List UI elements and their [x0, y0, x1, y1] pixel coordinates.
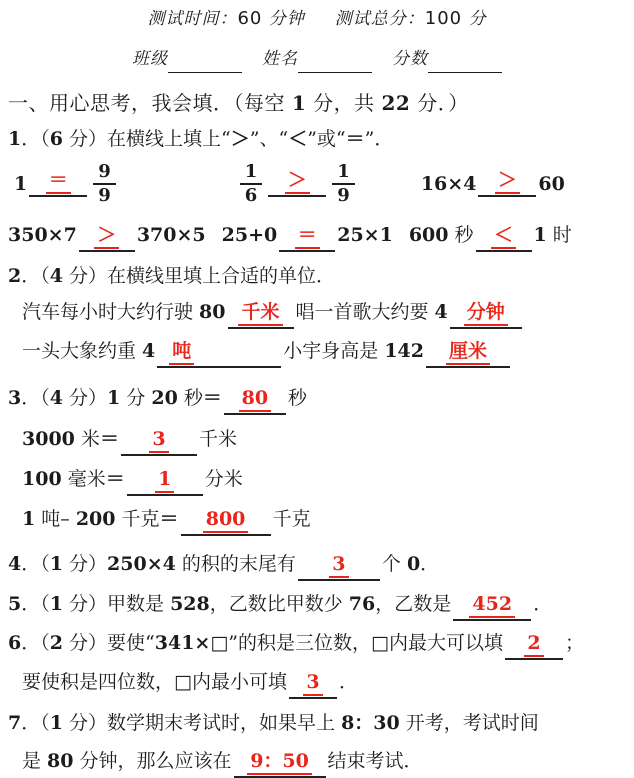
- question-text: 分: [462, 9, 487, 29]
- fraction-numerator: 1: [332, 161, 355, 185]
- answer-text: 2: [524, 631, 543, 657]
- question-text: ”、“: [249, 128, 289, 150]
- number-text: 3: [8, 387, 22, 409]
- answer-blank: [279, 221, 335, 252]
- line-q2-row1: [8, 298, 626, 329]
- number-text: ＝: [202, 387, 222, 409]
- answer-text: 吨: [169, 339, 194, 365]
- number-text: 1: [49, 712, 63, 734]
- question-text: 分钟，那么应该在: [73, 750, 232, 772]
- line-q7: [8, 709, 626, 737]
- question-text: 千克: [272, 508, 311, 530]
- line-q6-row1: [8, 668, 626, 699]
- question-text: 秒: [287, 387, 307, 409]
- number-text: 4: [8, 553, 22, 575]
- question-text: ．（: [21, 632, 50, 654]
- number-text: ＝: [105, 468, 125, 490]
- line-q3: [8, 384, 626, 415]
- answer-blank: [127, 465, 203, 496]
- number-text: 6: [49, 128, 63, 150]
- question-text: ”．: [364, 128, 394, 150]
- question-text: ．（: [21, 387, 50, 409]
- question-text: 结束考试．: [327, 750, 423, 772]
- question-text: ”或“: [307, 128, 346, 150]
- answer-blank: [181, 505, 271, 536]
- question-text: 分）要使“: [62, 632, 155, 654]
- number-text: ＝: [159, 508, 179, 530]
- fraction: [240, 161, 263, 206]
- question-text: 秒: [177, 387, 203, 409]
- answer-text: 厘米: [446, 339, 490, 365]
- answer-text: 80: [239, 386, 271, 412]
- line-q3-row2: [8, 465, 626, 496]
- question-text: ．: [533, 593, 553, 615]
- answer-blank: [121, 425, 197, 456]
- number-text: ＝: [345, 128, 365, 150]
- question-text: 开考，考试时间: [399, 712, 539, 734]
- answer-blank: [289, 668, 337, 699]
- question-text: 千克: [115, 508, 160, 530]
- number-text: 1: [107, 387, 121, 409]
- fraction-numerator: 9: [93, 161, 116, 185]
- line-q3-row3: [8, 505, 626, 536]
- number-text: 1: [291, 91, 307, 115]
- question-text: 姓名: [262, 49, 298, 69]
- fraction: [332, 161, 355, 206]
- question-text: 分．）: [410, 91, 469, 115]
- number-text: 25×1: [337, 224, 393, 246]
- question-text: 毫米: [61, 468, 106, 490]
- line-header-time: [8, 5, 626, 33]
- number-text: 5: [8, 593, 22, 615]
- number-text: 1: [533, 224, 547, 246]
- answer-blank: [224, 384, 286, 415]
- number-text: 4: [49, 265, 63, 287]
- question-text: 米: [74, 428, 100, 450]
- number-text: 350×7: [8, 224, 77, 246]
- question-text: ；: [564, 632, 584, 654]
- answer-text: ＞: [495, 168, 520, 194]
- line-q4: [8, 550, 626, 581]
- answer-text: 9：50: [247, 749, 312, 775]
- question-text: 分）甲数是: [62, 593, 171, 615]
- question-text: 小宇身高是: [283, 340, 385, 362]
- number-text: 20: [151, 387, 178, 409]
- question-text: 分: [120, 387, 152, 409]
- answer-blank: [426, 337, 510, 368]
- answer-text: ＞: [285, 168, 310, 194]
- question-text: 班级: [132, 49, 168, 69]
- answer-text: 3: [149, 427, 168, 453]
- answer-blank: [453, 590, 531, 621]
- number-text: 1: [14, 173, 28, 195]
- question-text: ，乙数是: [375, 593, 452, 615]
- number-text: 200: [75, 508, 116, 530]
- number-text: 1: [49, 553, 63, 575]
- question-text: 分）: [62, 387, 108, 409]
- line-q2: [8, 262, 626, 290]
- question-text: 的积的末尾有: [175, 553, 296, 575]
- number-text: 60: [237, 8, 263, 29]
- fraction-numerator: 1: [240, 161, 263, 185]
- number-text: 600: [408, 224, 449, 246]
- answer-blank: [505, 629, 563, 660]
- line-section-title: [8, 89, 626, 117]
- answer-text: 千米: [238, 300, 282, 326]
- answer-text: ＜: [491, 223, 516, 249]
- question-text: ．（: [21, 593, 50, 615]
- number-text: 60: [538, 173, 565, 195]
- number-text: 3000: [22, 428, 75, 450]
- number-text: 80: [47, 750, 74, 772]
- number-text: 22: [381, 91, 411, 115]
- number-text: 4: [49, 387, 63, 409]
- question-text: 分）在横线里填上合适的单位．: [62, 265, 336, 287]
- number-text: 1: [8, 128, 22, 150]
- question-text: 汽车每小时大约行驶: [22, 301, 200, 323]
- fraction-denominator: 9: [337, 185, 350, 206]
- question-text: ．: [420, 553, 440, 575]
- blank-underline: [168, 54, 242, 73]
- answer-text: 分钟: [464, 300, 508, 326]
- number-text: 80: [199, 301, 226, 323]
- answer-text: 3: [329, 552, 348, 578]
- number-text: 100: [22, 468, 62, 490]
- line-q5: [8, 590, 626, 621]
- answer-text: ＞: [94, 223, 119, 249]
- line-q3-row1: [8, 425, 626, 456]
- number-text: 100: [424, 8, 463, 29]
- answer-text: 452: [469, 592, 515, 618]
- number-text: 2: [49, 632, 63, 654]
- question-text: ．（: [21, 128, 50, 150]
- answer-blank: [476, 221, 532, 252]
- question-text: 分钟: [262, 9, 305, 29]
- fraction-denominator: 6: [244, 185, 258, 206]
- number-text: 8：30: [341, 712, 400, 734]
- answer-blank: [298, 550, 380, 581]
- fraction: [93, 161, 116, 206]
- line-q7-row1: [8, 747, 626, 778]
- number-text: ＜: [288, 128, 308, 150]
- question-text: 分米: [204, 468, 243, 490]
- question-text: 分数: [392, 49, 428, 69]
- question-text: 秒: [448, 224, 474, 246]
- answer-text: ＝: [46, 168, 71, 194]
- number-text: 142: [384, 340, 424, 362]
- question-text: 要使积是四位数，□内最小可填: [22, 671, 287, 693]
- line-q1-row1: [8, 155, 626, 213]
- number-text: ＝: [99, 428, 119, 450]
- number-text: 0: [406, 553, 421, 575]
- question-text: 分）: [62, 553, 108, 575]
- number-text: 528: [170, 593, 210, 615]
- answer-blank: [228, 298, 294, 329]
- question-text: ．: [338, 671, 358, 693]
- number-text: 16×4: [420, 173, 477, 195]
- number-text: ＞: [230, 128, 250, 150]
- number-text: 2: [8, 265, 22, 287]
- fraction-denominator: 9: [98, 185, 111, 206]
- number-text: 341×□: [154, 632, 229, 654]
- number-text: 370×5: [136, 224, 206, 246]
- answer-text: 3: [303, 670, 322, 696]
- question-text: 个: [381, 553, 407, 575]
- answer-blank: [450, 298, 522, 329]
- question-text: 唱一首歌大约要: [295, 301, 435, 323]
- number-text: 6: [8, 632, 22, 654]
- line-header-info: [8, 45, 626, 73]
- number-text: 7: [8, 712, 22, 734]
- question-text: ．（: [21, 553, 50, 575]
- question-text: ，乙数比甲数少: [209, 593, 349, 615]
- number-text: 4: [142, 340, 156, 362]
- answer-blank: [268, 166, 326, 197]
- question-text: 是: [22, 750, 48, 772]
- question-text: 吨–: [35, 508, 76, 530]
- number-text: 25+0: [221, 224, 278, 246]
- number-text: 1: [49, 593, 63, 615]
- question-text: 分，共: [306, 91, 382, 115]
- answer-text: 1: [155, 467, 174, 493]
- question-text: ．（: [21, 712, 50, 734]
- question-text: 千米: [198, 428, 237, 450]
- answer-blank: [29, 166, 87, 197]
- answer-blank: [478, 166, 536, 197]
- line-q6: [8, 629, 626, 660]
- line-q2-row2: [8, 337, 626, 368]
- answer-text: 800: [203, 507, 249, 533]
- question-text: ”的积是三位数，□内最大可以填: [228, 632, 503, 654]
- question-text: 一、用心思考，我会填．（每空: [8, 91, 292, 115]
- question-text: ．（: [21, 265, 50, 287]
- blank-underline: [298, 54, 372, 73]
- question-text: 分）数学期末考试时，如果早上: [62, 712, 342, 734]
- answer-blank: [157, 337, 281, 368]
- answer-blank: [234, 747, 326, 778]
- number-text: 4: [434, 301, 448, 323]
- question-text: 分）在横线上填上“: [62, 128, 231, 150]
- line-q1-row2: [8, 221, 626, 252]
- number-text: 76: [348, 593, 376, 615]
- question-text: 测试总分：: [334, 9, 425, 29]
- answer-text: ＝: [295, 223, 320, 249]
- number-text: 1: [22, 508, 36, 530]
- number-text: 250×4: [107, 553, 176, 575]
- question-text: 一头大象约重: [22, 340, 143, 362]
- line-q1: [8, 125, 626, 153]
- question-text: 测试时间：: [147, 9, 238, 29]
- answer-blank: [79, 221, 135, 252]
- question-text: 时: [546, 224, 572, 246]
- blank-underline: [428, 54, 502, 73]
